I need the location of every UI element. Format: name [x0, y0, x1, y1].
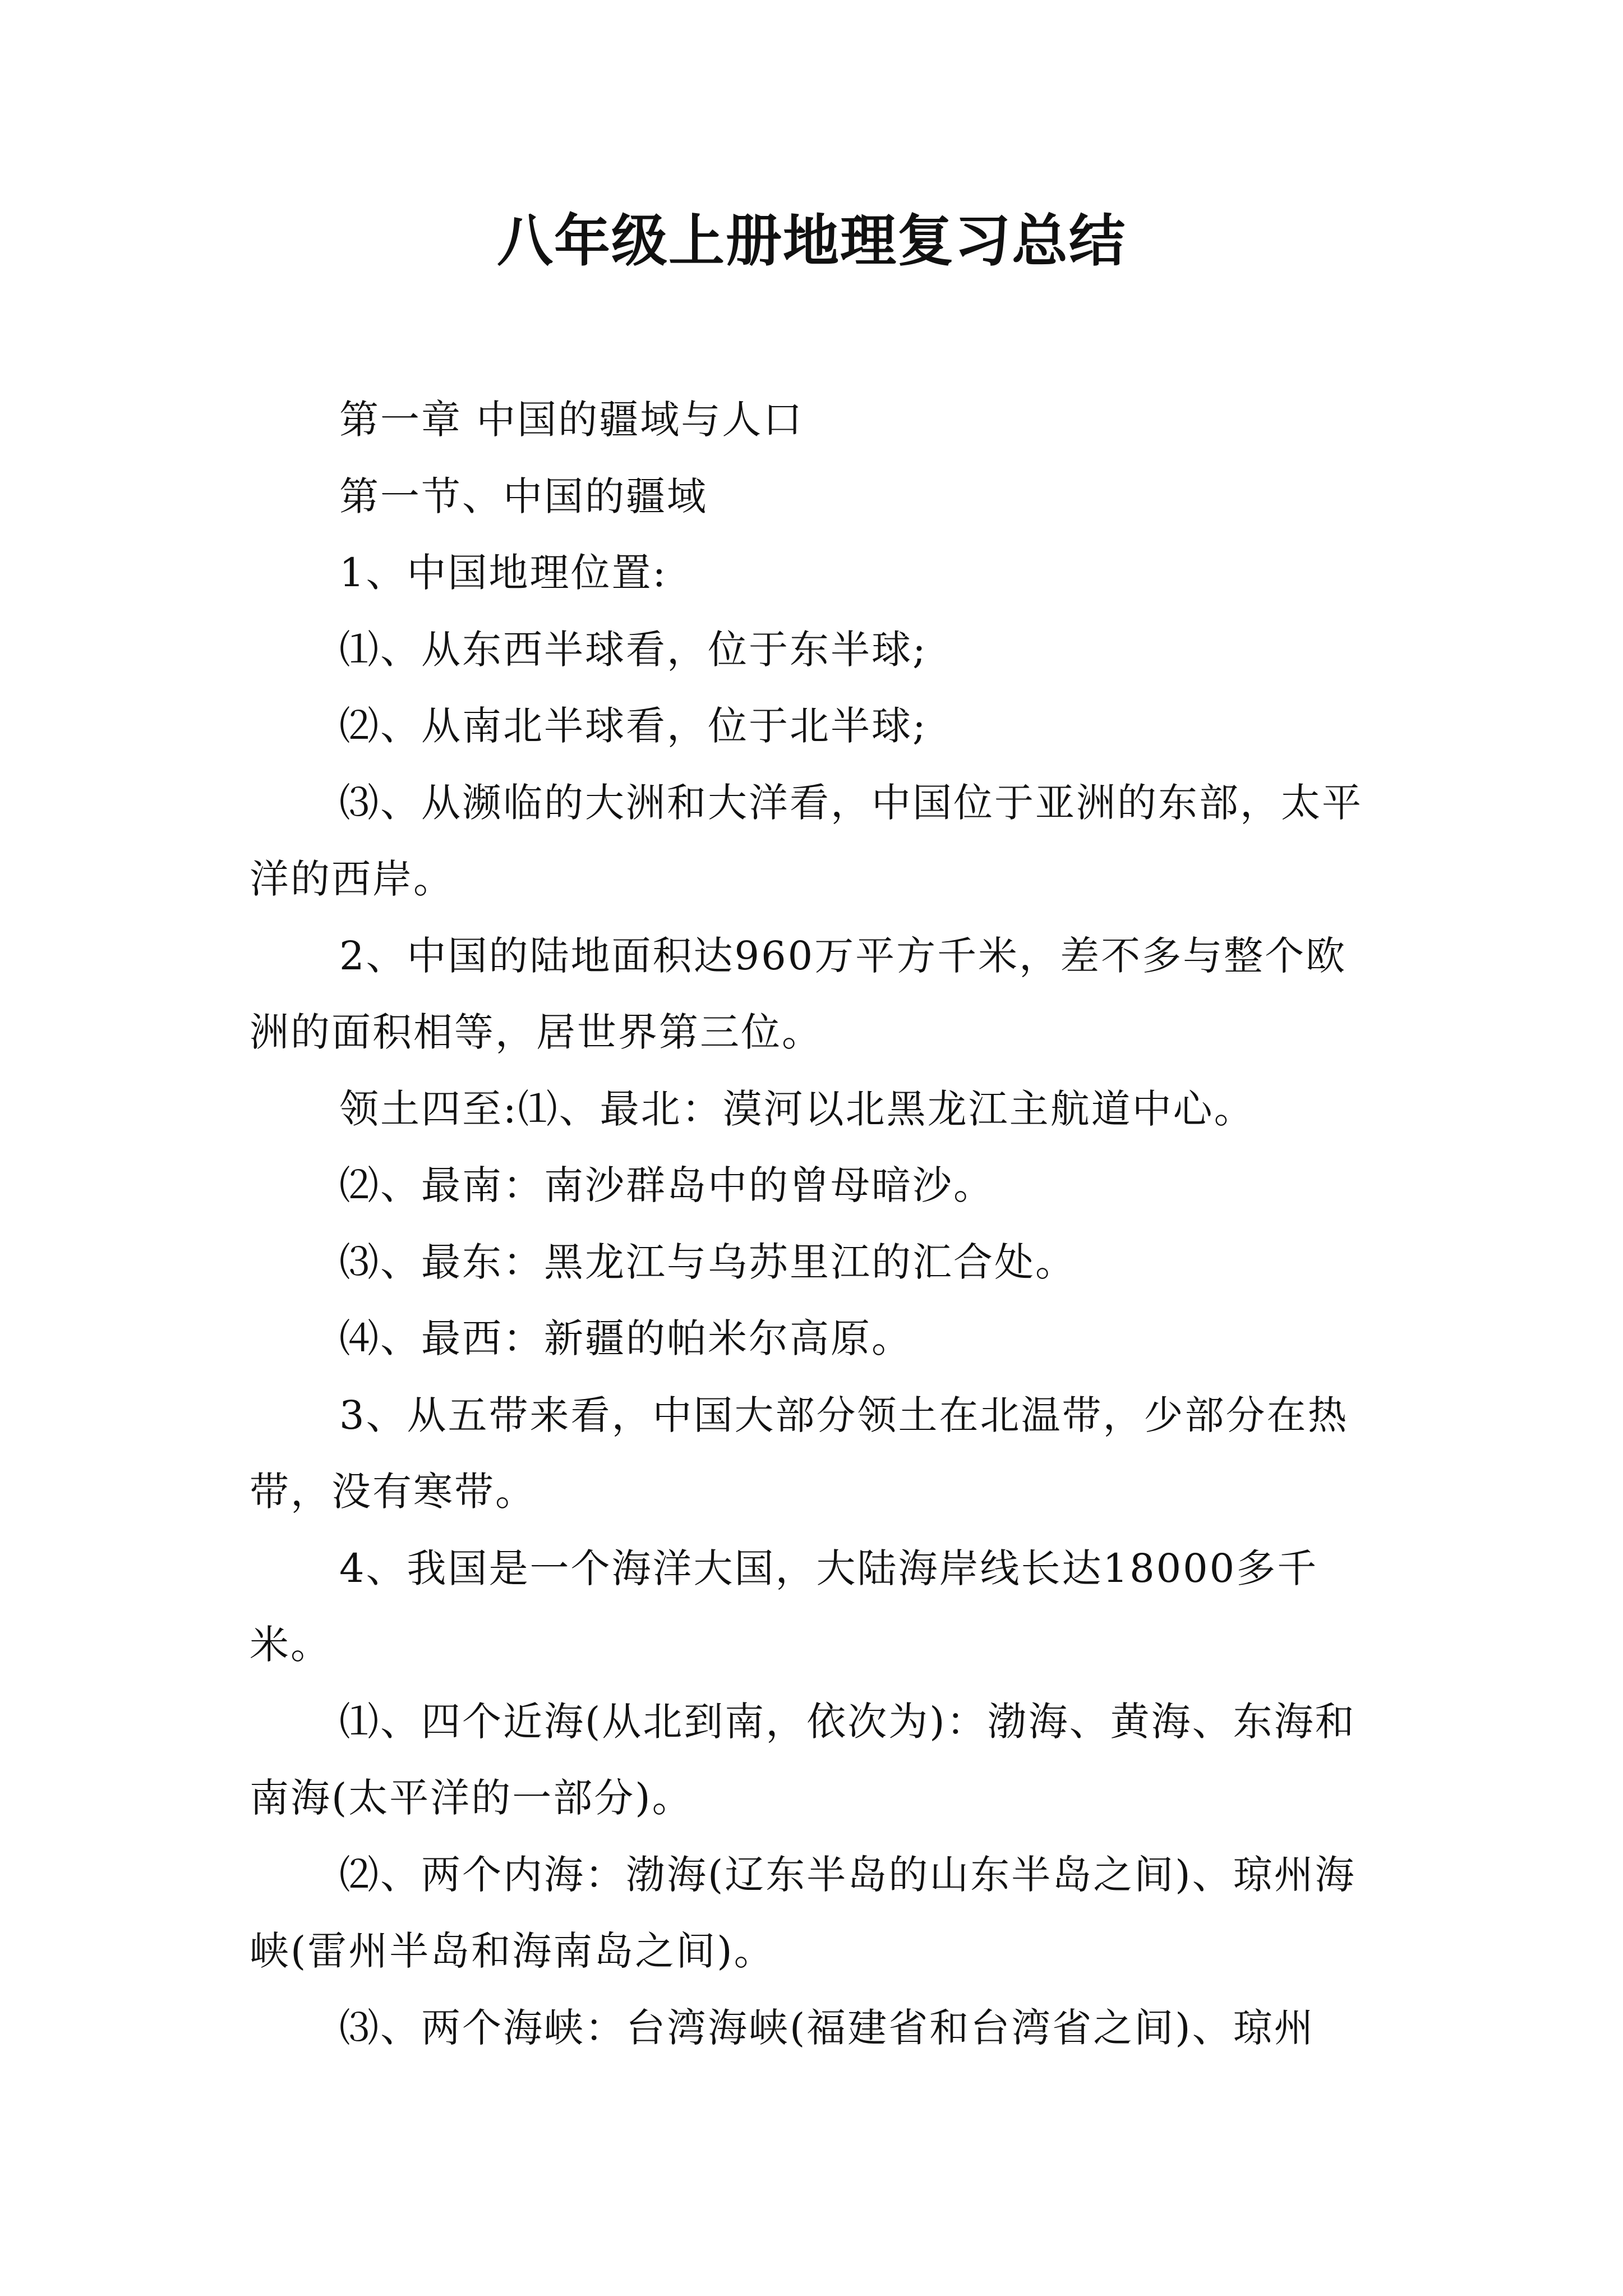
paragraph: ⑵、两个内海：渤海(辽东半岛的山东半岛之间)、琼州海峡(雷州半岛和海南岛之间)。: [250, 1851, 1356, 1974]
paragraph: 3、从五带来看，中国大部分领土在北温带，少部分在热带，没有寒带。: [250, 1392, 1349, 1515]
paragraph: ⑴、四个近海(从北到南，依次为)：渤海、黄海、东海和南海(太平洋的一部分)。: [250, 1698, 1356, 1821]
paragraph: ⑷、最西：新疆的帕米尔高原。: [339, 1315, 912, 1361]
paragraph: ⑵、最南：南沙群岛中的曾母暗沙。: [339, 1162, 994, 1208]
paragraph: ⑵、从南北半球看，位于北半球;: [339, 703, 928, 749]
document-body: [250, 381, 1380, 2066]
section-heading: 第一节、中国的疆域: [339, 473, 708, 519]
paragraph: 2、中国的陆地面积达960万平方千米，差不多与整个欧洲的面积相等，居世界第三位。: [250, 932, 1347, 1055]
paragraph: ⑶、两个海峡：台湾海峡(福建省和台湾省之间)、琼州: [339, 2004, 1315, 2051]
paragraph: ⑴、从东西半球看，位于东半球;: [339, 626, 928, 673]
paragraph: 4、我国是一个海洋大国，大陆海岸线长达18000多千米。: [250, 1545, 1318, 1668]
chapter-heading: 第一章 中国的疆域与人口: [339, 397, 804, 443]
paragraph: 1、中国地理位置:: [339, 550, 668, 596]
paragraph: 领土四至:⑴、最北：漠河以北黑龙江主航道中心。: [339, 1085, 1255, 1132]
paragraph: ⑶、从濒临的大洲和大洋看，中国位于亚洲的东部，太平洋的西岸。: [250, 779, 1363, 902]
paragraph: ⑶、最东：黑龙江与乌苏里江的汇合处。: [339, 1239, 1076, 1285]
document-title: 八年级上册地理复习总结: [497, 208, 1126, 274]
